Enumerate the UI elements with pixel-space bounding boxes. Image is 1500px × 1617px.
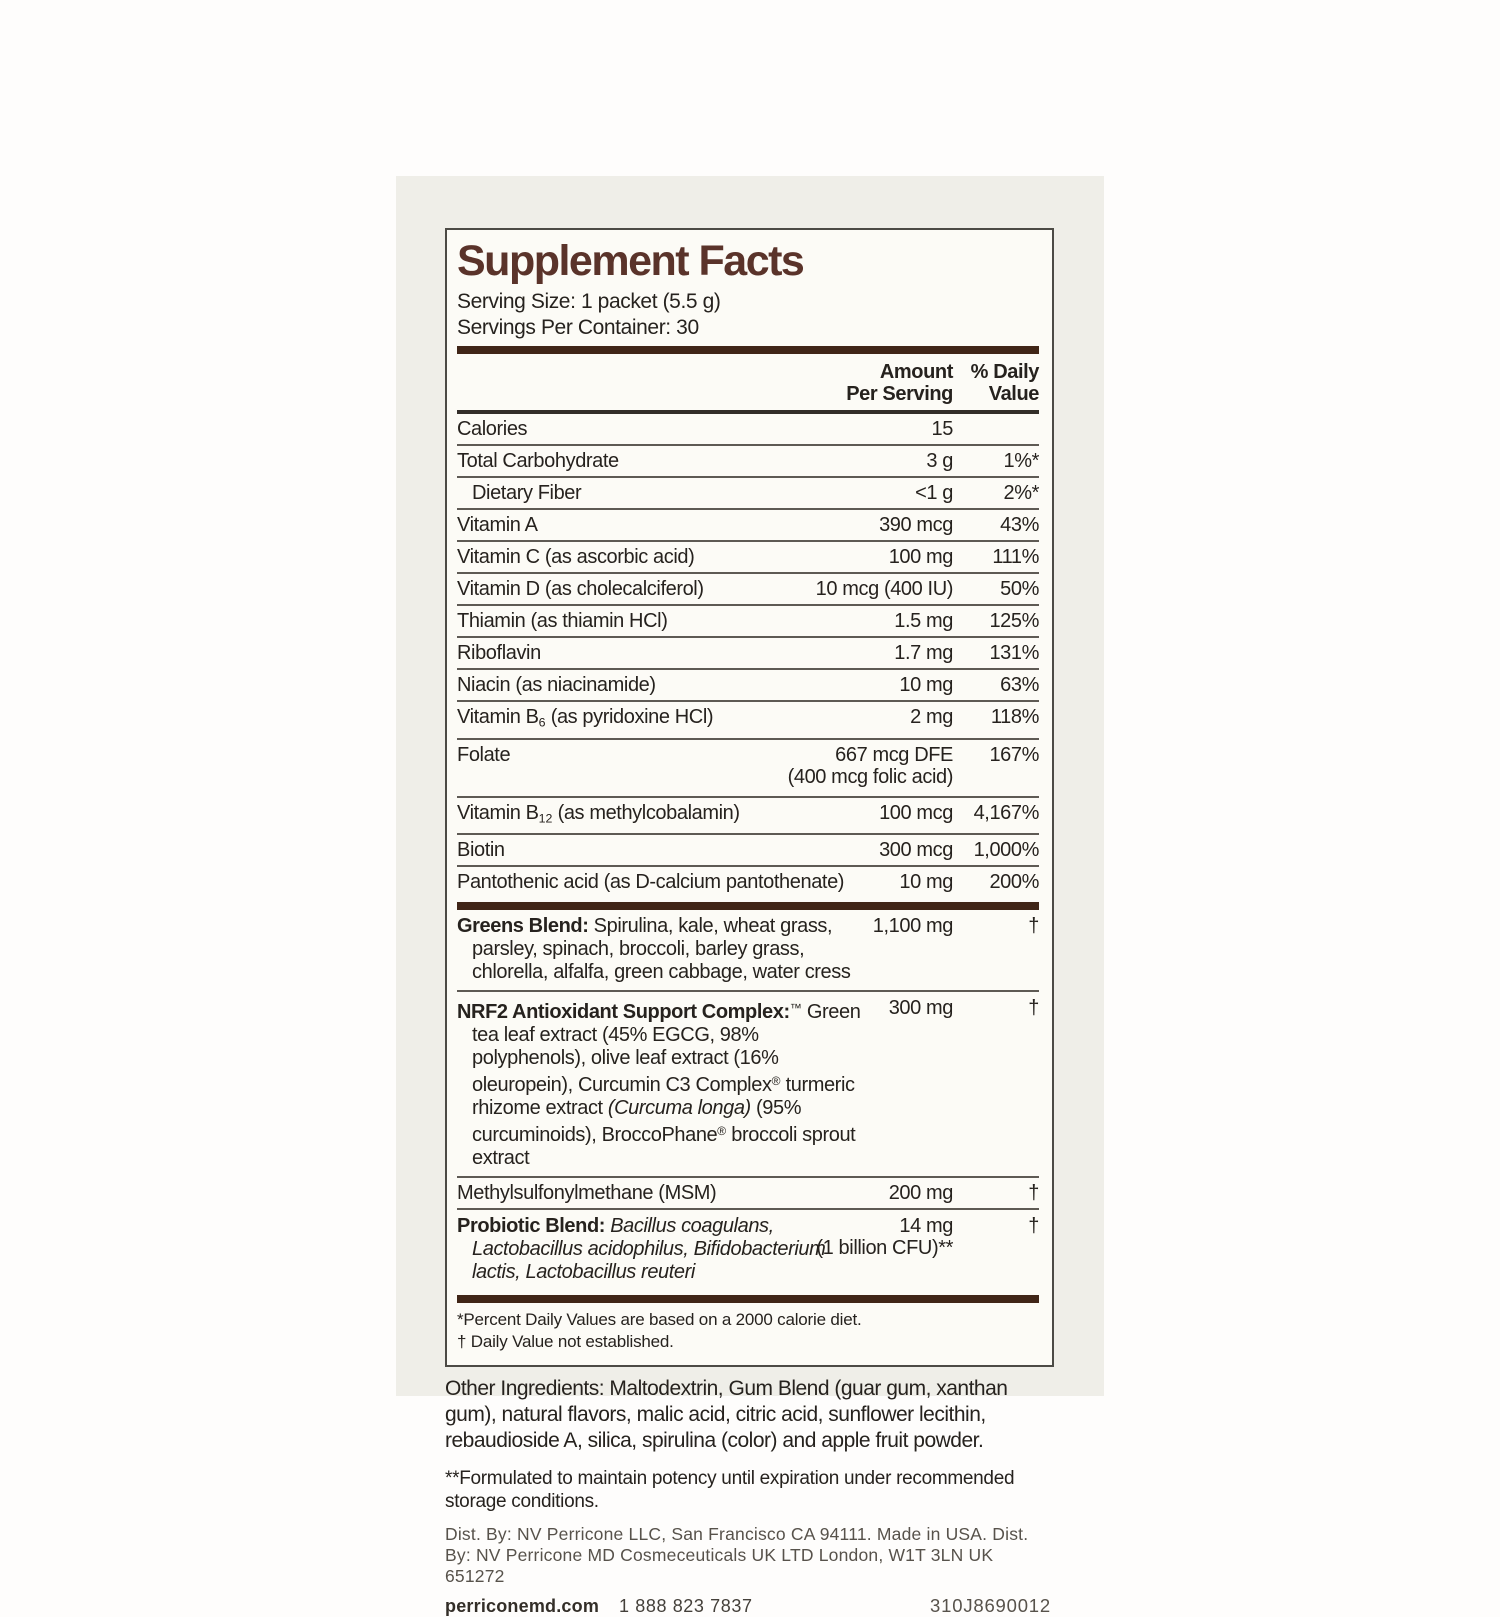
nutrient-amount: 2 mg <box>910 706 953 729</box>
nutrient-daily-value: 131% <box>989 642 1039 665</box>
nutrient-name: Probiotic Blend: Bacillus coagulans, Lactobacillus acidophilus, Bifidobacterium lactis, Lactobacillus reuteri <box>457 1215 826 1284</box>
nutrient-daily-value: † <box>1028 915 1039 938</box>
nutrient-name: Niacin (as niacinamide) <box>457 674 656 697</box>
nutrient-daily-value: 43% <box>1000 514 1039 537</box>
nutrient-amount: 10 mg <box>899 674 953 697</box>
facts-row <box>457 510 1039 542</box>
facts-row <box>457 670 1039 702</box>
nutrient-daily-value: 1,000% <box>973 839 1039 862</box>
facts-row <box>457 910 1039 992</box>
section-divider-bar <box>457 902 1039 910</box>
nutrient-amount: 10 mg <box>899 871 953 894</box>
nutrient-daily-value: † <box>1028 997 1039 1020</box>
nutrient-amount: 390 mcg <box>879 514 953 537</box>
nutrient-name: Greens Blend: Spirulina, kale, wheat grass, parsley, spinach, broccoli, barley grass, chlorella, alfalfa, green cabbage, water cress <box>457 915 851 984</box>
nutrient-daily-value: 167% <box>989 743 1039 766</box>
nutrient-daily-value: 4,167% <box>973 801 1039 824</box>
nutrient-daily-value: 125% <box>989 610 1039 633</box>
nutrient-name: Thiamin (as thiamin HCl) <box>457 610 668 633</box>
nutrient-daily-value: † <box>1028 1215 1039 1238</box>
formulated-note: **Formulated to maintain potency until expiration under recommended storage conditions. <box>445 1468 1015 1513</box>
nutrient-name: Folate <box>457 743 511 766</box>
nutrient-daily-value: 2%* <box>1003 482 1039 505</box>
nutrient-name: Methylsulfonylmethane (MSM) <box>457 1182 717 1205</box>
facts-row <box>457 574 1039 606</box>
facts-row <box>457 478 1039 510</box>
nutrient-name: Vitamin B6 (as pyridoxine HCl) <box>457 706 714 730</box>
facts-row <box>457 542 1039 574</box>
facts-row <box>457 702 1039 739</box>
below-panel-text <box>445 1376 1051 1617</box>
facts-row <box>457 606 1039 638</box>
nutrient-amount: 10 mcg (400 IU) <box>815 578 953 601</box>
nutrient-name: Pantothenic acid (as D-calcium pantothenate) <box>457 871 845 894</box>
nutrient-name: Calories <box>457 418 528 441</box>
phone-number: 1 888 823 7837 <box>619 1596 753 1617</box>
product-code: 310J8690012 <box>930 1595 1051 1617</box>
other-ingredients-text: Other Ingredients: Maltodextrin, Gum Blend (guar gum, xanthan gum), natural flavors, malic acid, citric acid, sunflower lecithin, rebaudioside A, silica, spirulina (color) and apple fruit powder. <box>445 1377 1008 1453</box>
nutrient-name: NRF2 Antioxidant Support Complex:™ Green tea leaf extract (45% EGCG, 98% polyphenols), olive leaf extract (16% oleuropein), Curcumin C3 Complex® turmeric rhizome extract (Curcuma longa) (95% curcuminoids), BroccoPhane® broccoli sprout extract <box>457 1001 861 1170</box>
facts-row <box>457 446 1039 478</box>
nutrient-amount: <1 g <box>915 482 953 505</box>
website-text: perriconemd.com <box>445 1596 600 1617</box>
nutrient-amount: 100 mg <box>888 546 953 569</box>
facts-row <box>457 835 1039 867</box>
nutrient-amount: 300 mcg <box>879 839 953 862</box>
dv-header-line1: % Daily <box>970 361 1039 384</box>
nutrient-amount: 15 <box>931 418 953 441</box>
facts-row <box>457 867 1039 897</box>
nutrient-name: Biotin <box>457 839 505 862</box>
facts-row <box>457 1210 1039 1290</box>
serving-size-line: Serving Size: 1 packet (5.5 g) <box>457 290 721 314</box>
facts-row <box>457 798 1039 835</box>
nutrient-amount: 100 mcg <box>879 801 953 824</box>
nutrient-amount: 1,100 mg <box>872 915 953 938</box>
column-headers <box>457 354 1039 410</box>
nutrient-amount: 14 mg (1 billion CFU)** <box>816 1215 953 1260</box>
nutrient-daily-value: 63% <box>1000 674 1039 697</box>
contact-row <box>445 1595 1051 1617</box>
daily-value-header <box>953 361 1039 405</box>
facts-row <box>457 740 1039 798</box>
distributor-text: Dist. By: NV Perricone LLC, San Francisco CA 94111. Made in USA. Dist. By: NV Perricone MD Cosmeceuticals UK LTD London, W1T 3LN UK 651272 <box>445 1524 1029 1587</box>
nutrient-daily-value: 50% <box>1000 578 1039 601</box>
nutrient-name: Vitamin A <box>457 514 538 537</box>
nutrient-name: Dietary Fiber <box>472 482 582 505</box>
supplement-facts-title: Supplement Facts <box>457 237 804 285</box>
nutrient-name: Vitamin B12 (as methylcobalamin) <box>457 801 740 826</box>
footnotes <box>457 1303 1039 1355</box>
facts-row <box>457 1178 1039 1210</box>
amount-per-serving-header <box>753 361 953 405</box>
amount-header-line2: Per Serving <box>846 383 953 406</box>
footnote-daily-values: *Percent Daily Values are based on a 2000 calorie diet. <box>457 1310 862 1330</box>
nutrient-name: Total Carbohydrate <box>457 450 619 473</box>
nutrient-daily-value: 118% <box>990 706 1039 729</box>
nutrient-name: Vitamin D (as cholecalciferol) <box>457 578 704 601</box>
facts-row <box>457 414 1039 446</box>
nutrient-amount: 1.7 mg <box>894 642 953 665</box>
supplement-facts-panel <box>445 228 1054 1367</box>
top-divider-bar <box>457 346 1039 354</box>
nutrient-name: Riboflavin <box>457 642 541 665</box>
nutrient-amount: 667 mcg DFE (400 mcg folic acid) <box>787 743 953 788</box>
servings-per-container-line: Servings Per Container: 30 <box>457 316 699 340</box>
footnote-dagger: † Daily Value not established. <box>457 1332 674 1352</box>
facts-row <box>457 638 1039 670</box>
nutrient-amount: 3 g <box>926 450 953 473</box>
nutrient-daily-value: † <box>1028 1182 1039 1205</box>
amount-header-line1: Amount <box>879 361 953 384</box>
nutrient-amount: 1.5 mg <box>894 610 953 633</box>
nutrient-daily-value: 200% <box>989 871 1039 894</box>
section-divider-bar <box>457 1295 1039 1303</box>
nutrient-daily-value: 1%* <box>1003 450 1039 473</box>
dv-header-line2: Value <box>988 383 1039 406</box>
nutrient-name: Vitamin C (as ascorbic acid) <box>457 546 695 569</box>
facts-row <box>457 992 1039 1178</box>
facts-rows <box>457 414 1039 1303</box>
nutrient-amount: 200 mg <box>888 1182 953 1205</box>
nutrient-amount: 300 mg <box>888 997 953 1020</box>
nutrient-daily-value: 111% <box>992 546 1039 569</box>
supplement-label-card <box>396 176 1104 1617</box>
